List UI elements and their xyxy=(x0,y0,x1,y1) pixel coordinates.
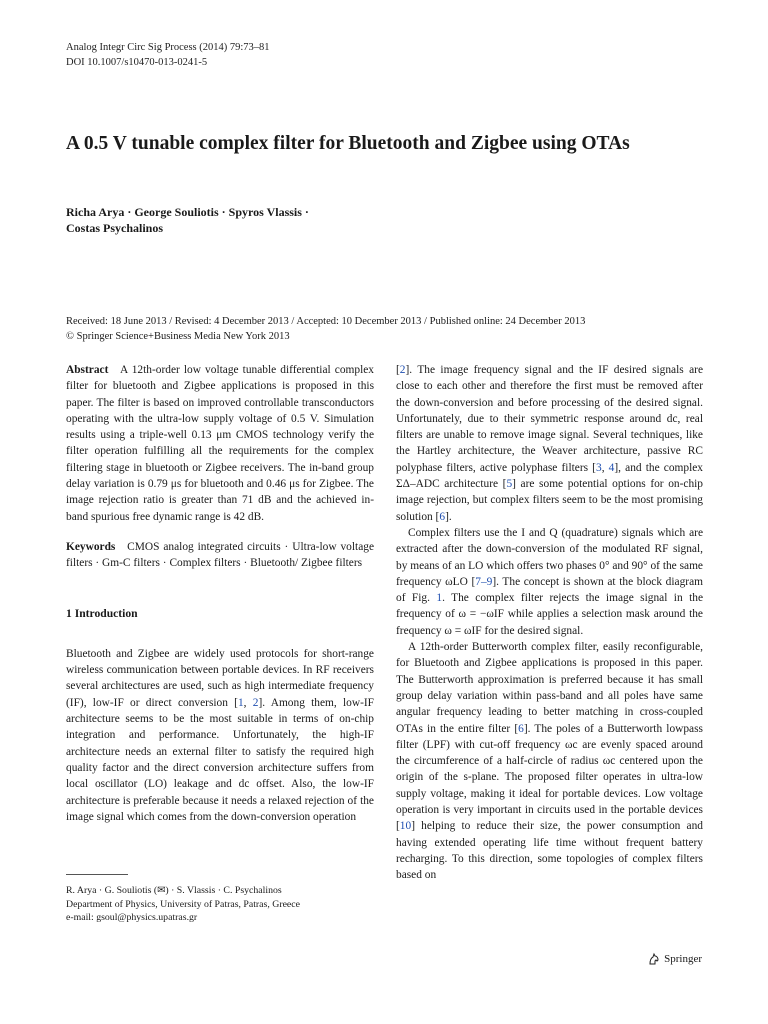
section-heading-introduction: 1 Introduction xyxy=(66,606,138,620)
citation-link[interactable]: 5 xyxy=(506,478,513,491)
author-line-1: Richa Arya · George Souliotis · Spyros Vlassis · xyxy=(66,205,309,219)
citation-link[interactable]: 6 xyxy=(439,510,446,523)
author-list xyxy=(66,204,586,236)
citation-link[interactable]: 2 xyxy=(399,364,406,376)
citation-link[interactable]: 1 xyxy=(237,696,244,709)
paper-title: A 0.5 V tunable complex filter for Bluetooth and Zigbee using OTAs xyxy=(66,133,630,154)
abstract-paragraph xyxy=(66,362,374,525)
figure-link[interactable]: 1 xyxy=(436,592,443,605)
copyright-line: © Springer Science+Business Media New York 2013 xyxy=(66,331,290,342)
publisher-logo xyxy=(647,952,702,966)
keywords-paragraph xyxy=(66,539,374,572)
citation-link[interactable]: 3 xyxy=(595,461,602,474)
journal-citation: Analog Integr Circ Sig Process (2014) 79:73–81 xyxy=(66,42,270,53)
keywords-text: CMOS analog integrated circuits · Ultra-low voltage filters · Gm-C filters · Complex filters · Bluetooth/ Zigbee filters xyxy=(66,540,375,570)
springer-horse-icon xyxy=(647,952,661,966)
intro-paragraph-1-continued: [2]. The image frequency signal and the IF desired signals are close to each other and therefore the first must be removed after the down-conversion and before processing of the desired signal. Unfortunately, due to their symmetric response around dc, real filters are unable to remove image signal. Several techniques, like the Hartley architecture, the Weaver architecture, passive RC polyphase filters, active polyphase filters [3, 4], and the complex ΣΔ–ADC architecture [5] are some potential options for on-chip image rejection, but complex filters seem to be the most promising solution [6]. xyxy=(396,364,703,523)
publisher-name: Springer xyxy=(664,953,702,965)
footnote-email[interactable]: e-mail: gsoul@physics.upatras.gr xyxy=(66,912,198,923)
author-affiliation-footnote xyxy=(66,884,374,925)
footnote-department: Department of Physics, University of Patras, Patras, Greece xyxy=(66,898,300,910)
left-column xyxy=(66,362,374,825)
intro-paragraph-3: A 12th-order Butterworth complex filter, easily reconfigurable, for Bluetooth and Zigbee applications is proposed in this paper. The Butterworth approximation is preferred because it has small group delay variation within pass-band and all poles have same angular frequency leading to better matching in cross-coupled OTAs in the entire filter [6]. The poles of a Butterworth lowpass filter (LPF) with cut-off frequency ωc are evenly spaced around the circumference of a half-circle of radius ωc centered upon the origin of the s-plane. The proposed filter operates in ultra-low supply voltage, making it ideal for portable devices. Low voltage operation is very important in circuits used in the portable devices [10] helping to reduce their size, the power consumption and having extended operating life time without frequent battery recharging. To this direction, some topologies of complex filters based on xyxy=(396,641,703,882)
intro-paragraph-2: Complex filters use the I and Q (quadrature) signals which are extracted after the down-conversion of the modulated RF signal, by means of an LO which offers two phases 0° and 90° of the same frequency ωLO [7–9]. The concept is shown at the block diagram of Fig. 1. The complex filter rejects the image signal in the frequency of ω = −ωIF while applies a selection mask around the frequency ω = ωIF for the desired signal. xyxy=(396,526,703,637)
right-column xyxy=(396,362,703,884)
intro-paragraph-1: Bluetooth and Zigbee are widely used protocols for short-range wireless communication between portable devices. In RF receivers several architectures are used, such as high intermediate frequency (IF), low-IF or direct conversion [1, 2]. Among them, low-IF architecture seems to be the most suitable in terms of on-chip integration and performance. Unfortunately, the high-IF architecture needs an external filter to satisfy the required high quality factor and the direct conversion architecture suffers from local oscillator (LO) leakage and dc offset. Also, the low-IF architecture is preferable because it needs a relaxed rejection of the image signal which comes from the down-conversion operation xyxy=(66,647,375,823)
footnote-rule xyxy=(66,874,128,875)
citation-link[interactable]: 4 xyxy=(608,461,615,474)
publication-history xyxy=(66,314,706,344)
footnote-names: R. Arya · G. Souliotis (✉) · S. Vlassis · C. Psychalinos xyxy=(66,885,282,896)
citation-link[interactable]: 7–9 xyxy=(475,575,493,588)
citation-link[interactable]: 10 xyxy=(399,820,412,833)
abstract-label: Abstract xyxy=(66,364,109,376)
keywords-label: Keywords xyxy=(66,540,116,553)
author-line-2: Costas Psychalinos xyxy=(66,221,164,235)
running-header xyxy=(66,40,270,70)
citation-link[interactable]: 2 xyxy=(252,696,259,709)
abstract-text: A 12th-order low voltage tunable differential complex filter for bluetooth and Zigbee applications is proposed in this paper. The filter is based on improved controllable transconductors operating with the ultra-low supply voltage of 0.5 V. Simulation results using a triple-well 0.13 μm CMOS technology verify the filter operation fulfilling all the requirements for the complex filtering stage in bluetooth or Zigbee receivers. The in-band group delay variation is 0.79 μs for bluetooth and 0.46 μs for Zigbee. The image rejection ratio is greater than 71 dB and the achieved in-band spurious free dynamic range is 42 dB. xyxy=(66,364,374,523)
history-dates: Received: 18 June 2013 / Revised: 4 December 2013 / Accepted: 10 December 2013 / Published online: 24 December 2013 xyxy=(66,316,586,327)
citation-link[interactable]: 6 xyxy=(518,722,524,735)
doi-line: DOI 10.1007/s10470-013-0241-5 xyxy=(66,57,208,68)
